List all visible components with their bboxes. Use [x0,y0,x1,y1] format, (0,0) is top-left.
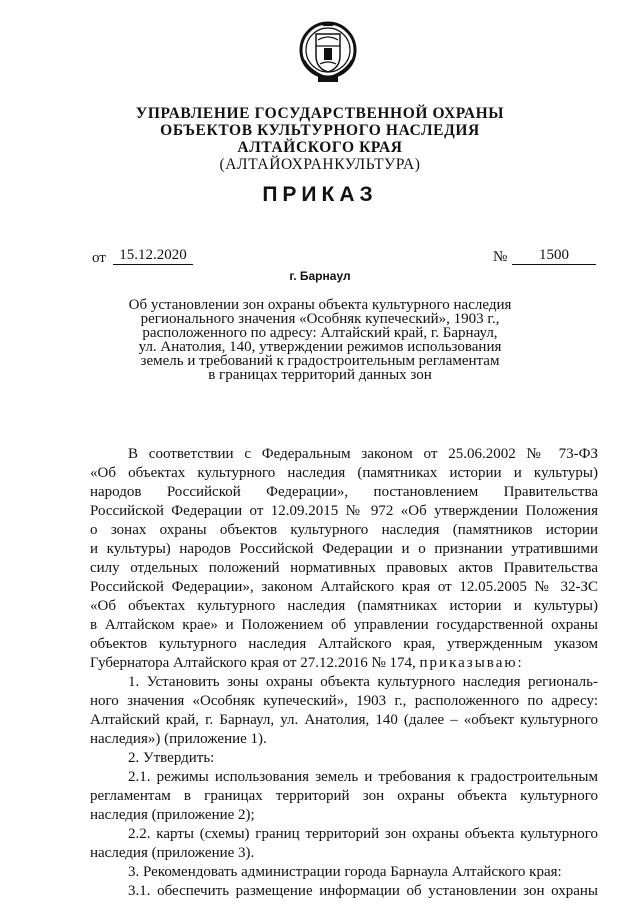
body-line: и культуры) народов Российской Федерации и о признании утратившими [90,541,598,557]
body-line-text: Губернатора Алтайского края от 27.12.2016 № 174, [90,655,416,671]
body-line: силу отдельных положений нормативных правовых актов Правительства [90,560,598,576]
org-name-line-2: ОБЪЕКТОВ КУЛЬТУРНОГО НАСЛЕДИЯ [160,122,480,139]
order-date: 15.12.2020 [113,247,193,265]
subject-line: регионального значения «Особняк купеческий», 1903 г., [140,311,500,327]
body-line: 1. Установить зоны охраны объекта культурного наследия региональ- [128,674,598,690]
number-label: № [493,249,508,265]
coat-of-arms-emblem-icon [298,20,358,86]
order-word: приказываю: [419,655,524,671]
body-line: 3. Рекомендовать администрации города Барнаула Алтайского края: [128,864,562,880]
body-line: 2. Утвердить: [128,750,215,766]
subject-line: земель и требований к градостроительным регламентам [140,353,500,369]
body-line: 2.2. карты (схемы) границ территорий зон охраны объекта культурного [128,826,598,842]
body-line: народов Российской Федерации», постановлением Правительства [90,484,598,500]
document-title: ПРИКАЗ [262,183,378,206]
body-line [90,653,598,673]
body-line: 2.1. режимы использования земель и требования к градостроительным [128,769,598,785]
body-line: Алтайский край, г. Барнаул, ул. Анатолия, 140 (далее – «объект культурного [90,712,598,728]
date-label: от [92,250,106,266]
body-line: «Об объектах культурного наследия (памятниках истории и культуры) [90,465,598,481]
body-line: о зонах охраны объектов культурного наследия (памятников истории [90,522,598,538]
body-line: регламентам в границах территорий зон охраны объекта культурного [90,788,598,804]
subject-line: Об установлении зон охраны объекта культурного наследия [128,297,512,313]
body-line: Российской Федерации», законом Алтайского края от 12.05.2005 № 32-ЗС [90,579,598,595]
body-line: объектов культурного наследия Алтайского края, утвержденным указом [90,636,598,652]
subject-line: в границах территорий данных зон [208,367,432,383]
body-line: 3.1. обеспечить размещение информации об установлении зон охраны [128,883,598,899]
body-line: В соответствии с Федеральным законом от 25.06.2002 № 73-ФЗ [128,446,598,462]
subject-line: расположенного по адресу: Алтайский край, г. Барнаул, [142,325,498,341]
order-number: 1500 [512,247,596,265]
body-line: наследия») (приложение 1). [90,731,267,747]
body-line: Российской Федерации от 12.09.2015 № 972 «Об утверждении Положения [90,503,598,519]
body-line: наследия (приложение 2); [90,807,255,823]
body-line: «Об объектах культурного наследия (памятниках истории и культуры) [90,598,598,614]
body-line: в Алтайском крае» и Положением об управлении государственной охраны [90,617,598,633]
org-abbreviation: (АЛТАЙОХРАНКУЛЬТУРА) [219,156,421,173]
city-label: г. Барнаул [289,269,351,283]
subject-line: ул. Анатолия, 140, утверждении режимов использования [138,339,502,355]
body-line: ного значения «Особняк купеческий», 1903 г., расположенного по адресу: [90,693,598,709]
org-name-line-3: АЛТАЙСКОГО КРАЯ [237,139,403,156]
org-name-line-1: УПРАВЛЕНИЕ ГОСУДАРСТВЕННОЙ ОХРАНЫ [135,105,505,122]
body-line: наследия (приложение 3). [90,845,255,861]
